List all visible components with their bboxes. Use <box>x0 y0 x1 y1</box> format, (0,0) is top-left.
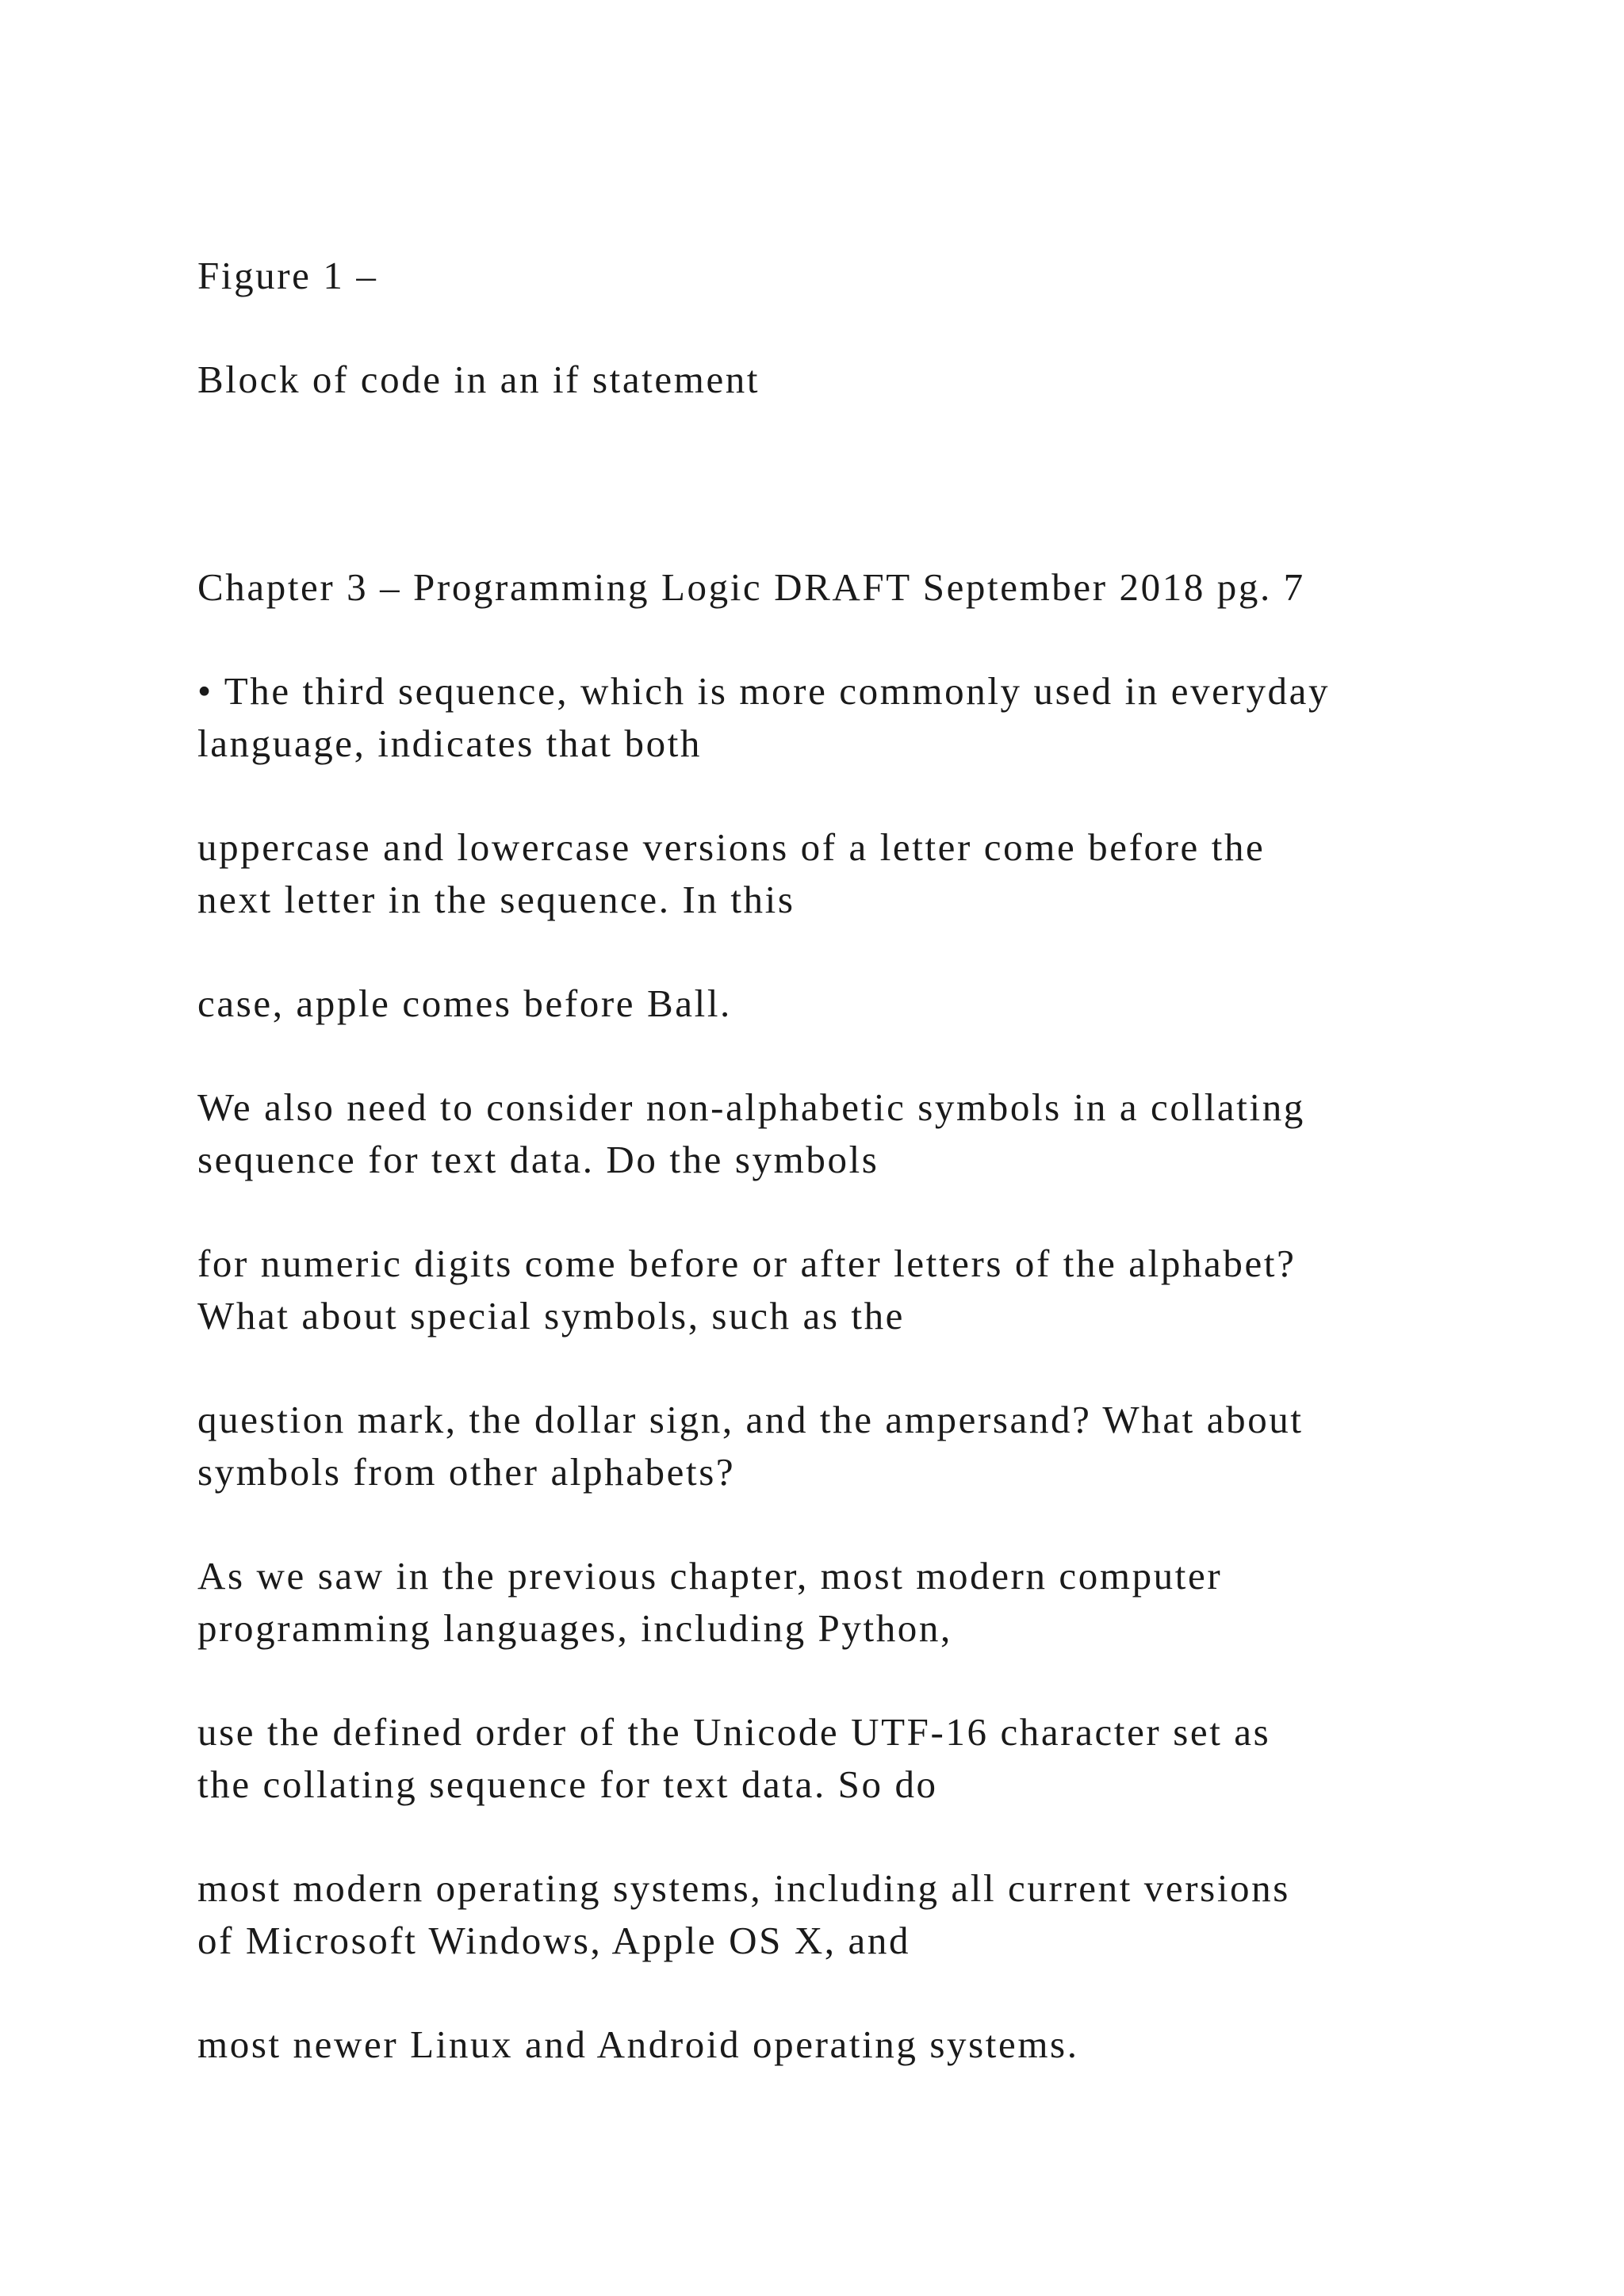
paragraph <box>197 1081 1545 1186</box>
text-line: for numeric digits come before or after letters of the alphabet? <box>197 1242 1297 1285</box>
text-line: case, apple comes before Ball. <box>197 982 732 1025</box>
text-line: sequence for text data. Do the symbols <box>197 1138 879 1181</box>
paragraph <box>197 1706 1545 1811</box>
paragraph <box>197 665 1545 770</box>
text-line: What about special symbols, such as the <box>197 1294 906 1337</box>
text-line: most modern operating systems, including all current versions <box>197 1866 1290 1910</box>
paragraph <box>197 1238 1545 1342</box>
text-line: We also need to consider non-alphabetic symbols in a collating <box>197 1085 1305 1129</box>
text-line: next letter in the sequence. In this <box>197 878 795 921</box>
text-line: use the defined order of the Unicode UTF-16 character set as <box>197 1710 1271 1754</box>
paragraph <box>197 978 1545 1030</box>
paragraph <box>197 821 1545 926</box>
page-header <box>197 561 1545 614</box>
figure-caption <box>197 354 1545 406</box>
text-line: language, indicates that both <box>197 721 703 765</box>
paragraph <box>197 1550 1545 1655</box>
text-line: Block of code in an if statement <box>197 358 760 401</box>
figure-label <box>197 250 1545 302</box>
text-line: question mark, the dollar sign, and the ampersand? What about <box>197 1398 1304 1441</box>
text-line: symbols from other alphabets? <box>197 1450 736 1494</box>
text-line: Chapter 3 – Programming Logic DRAFT September 2018 pg. 7 <box>197 565 1305 609</box>
paragraph <box>197 1862 1545 1967</box>
text-line: uppercase and lowercase versions of a letter come before the <box>197 825 1266 869</box>
text-line: the collating sequence for text data. So do <box>197 1762 938 1806</box>
paragraph <box>197 2019 1545 2071</box>
text-line: • The third sequence, which is more commonly used in everyday <box>197 669 1331 713</box>
paragraph <box>197 1394 1545 1498</box>
text-line: of Microsoft Windows, Apple OS X, and <box>197 1919 911 1962</box>
text-line: Figure 1 – <box>197 254 378 297</box>
text-line: most newer Linux and Android operating systems. <box>197 2022 1079 2066</box>
text-line: programming languages, including Python, <box>197 1606 952 1650</box>
text-line: As we saw in the previous chapter, most modern computer <box>197 1554 1223 1598</box>
